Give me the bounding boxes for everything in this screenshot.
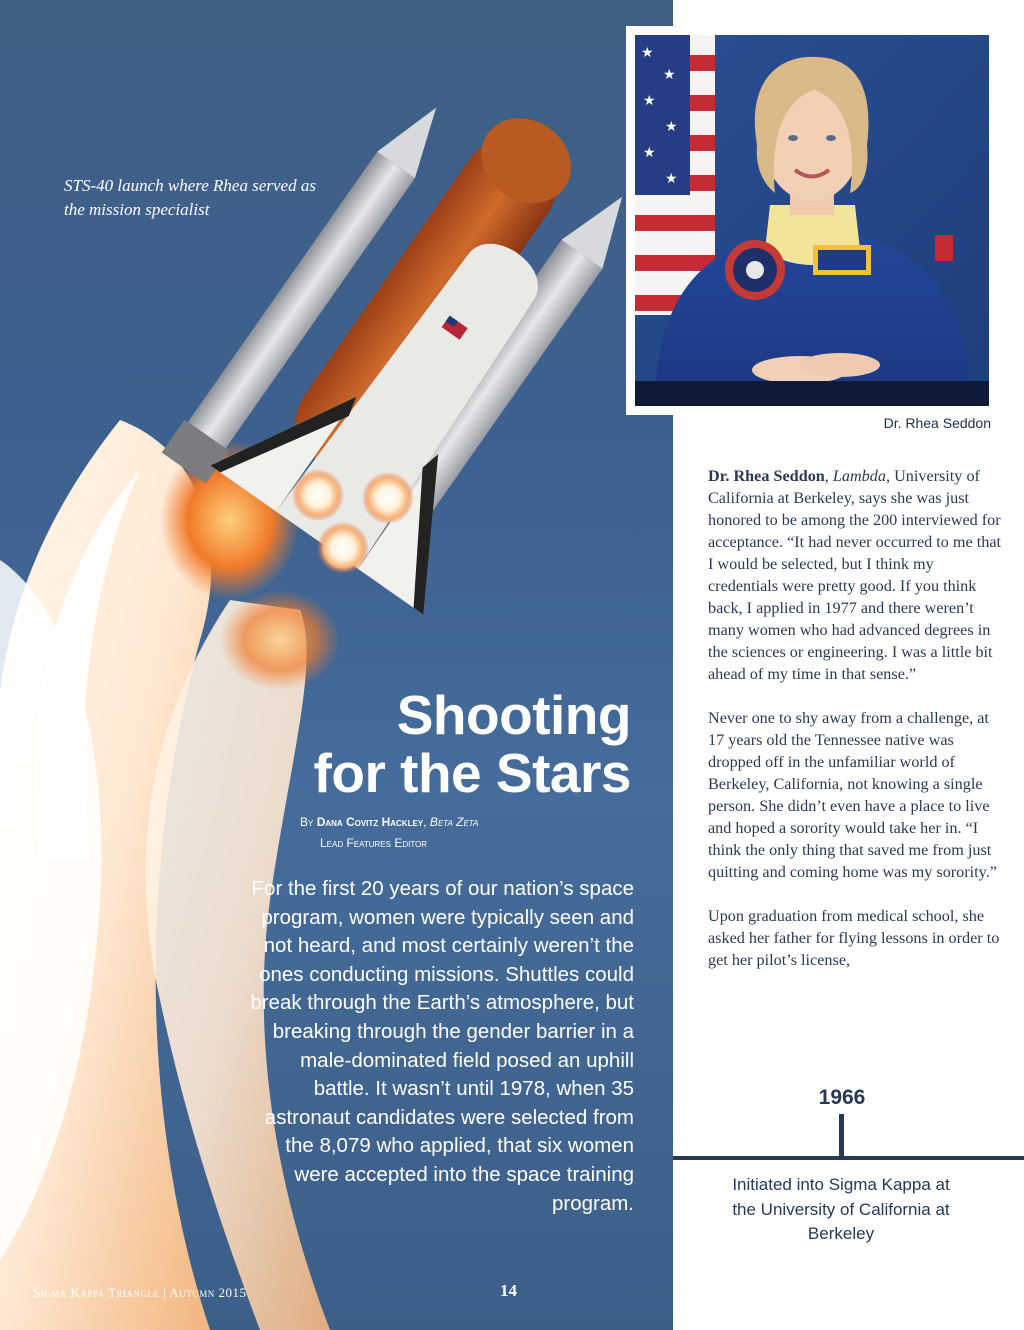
byline-prefix: By — [300, 815, 314, 829]
article-title — [211, 686, 631, 802]
title-line-2: for the Stars — [313, 742, 631, 804]
body-paragraph: Dr. Rhea Seddon, Lambda, University of California at Berkeley, says she was just honored to be among the 200 interviewed for acceptance. “It had never occurred to me that I would be selected, but I think my credentials were pretty good. If you think back, I applied in 1977 and there weren’t many women who had advanced degrees in the sciences or engineering. I was a little bit ahead of my time in that sense.” — [708, 467, 1002, 683]
portrait-caption: Dr. Rhea Seddon — [883, 415, 991, 431]
svg-text:★: ★ — [641, 45, 654, 61]
svg-text:★: ★ — [665, 171, 678, 187]
byline: By Dana Covitz Hackley, Beta Zeta Lead Features Editor — [300, 812, 660, 854]
paragraph-3: Upon graduation from medical school, she asked her father for flying lessons in order to get her pilot’s license, — [708, 907, 1000, 969]
astronaut-portrait — [635, 35, 989, 406]
subject-name: Dr. Rhea Seddon — [708, 467, 825, 485]
portrait-frame — [626, 26, 997, 415]
timeline-line — [673, 1156, 1024, 1160]
article-body — [708, 465, 1004, 993]
timeline-event: Initiated into Sigma Kappa at the University of California at Berkeley — [732, 1175, 950, 1243]
svg-text:★: ★ — [643, 93, 656, 109]
svg-text:★: ★ — [665, 119, 678, 135]
launch-photo-caption: STS-40 launch where Rhea served as the mission specialist — [64, 176, 316, 219]
page-number: 14 — [500, 1281, 517, 1300]
paragraph-1-text: University of California at Berkeley, says she was just honored to be among the 200 interviewed for acceptance. “It had never occurred to me that I would be selected, but I think my credentials were pretty good. If you think back, I applied in 1977 and there weren’t many women who had advanced degrees in the sciences or engineering. I was a little bit ahead of my time in that sense.” — [708, 467, 1002, 683]
svg-text:★: ★ — [643, 145, 656, 161]
title-line-1: Shooting — [396, 684, 631, 746]
timeline-tick — [839, 1114, 844, 1159]
magazine-footer: Sigma Kappa Triangle | Autumn 2015 — [33, 1285, 247, 1300]
byline-author-chapter: Beta Zeta — [429, 815, 479, 829]
article-intro: For the first 20 years of our nation’s space program, women were typically seen and not heard, and most certainly weren’t the ones conducting missions. Shuttles could break through the Earth’s atmosphere, but breaking through the gender barrier in a male-dominated field posed an uphill battle. It wasn’t until 1978, when 35 astronaut candidates were selected from the 8,079 who applied, that six women were accepted into the space training program. — [250, 877, 634, 1215]
timeline-year: 1966 — [818, 1086, 866, 1109]
paragraph-2: Never one to shy away from a challenge, at 17 years old the Tennessee native was dropped off in the unfamiliar world of Berkeley, California, not knowing a single person. She didn’t even have a place to live and hoped a sorority would take her in. “I think the only thing that saved me from just quitting and coming home was my sorority.” — [708, 709, 997, 881]
subject-chapter: Lambda — [832, 467, 886, 485]
byline-role: Lead Features Editor — [320, 836, 428, 850]
svg-text:★: ★ — [663, 67, 676, 83]
byline-author: Dana Covitz Hackley — [316, 815, 424, 829]
